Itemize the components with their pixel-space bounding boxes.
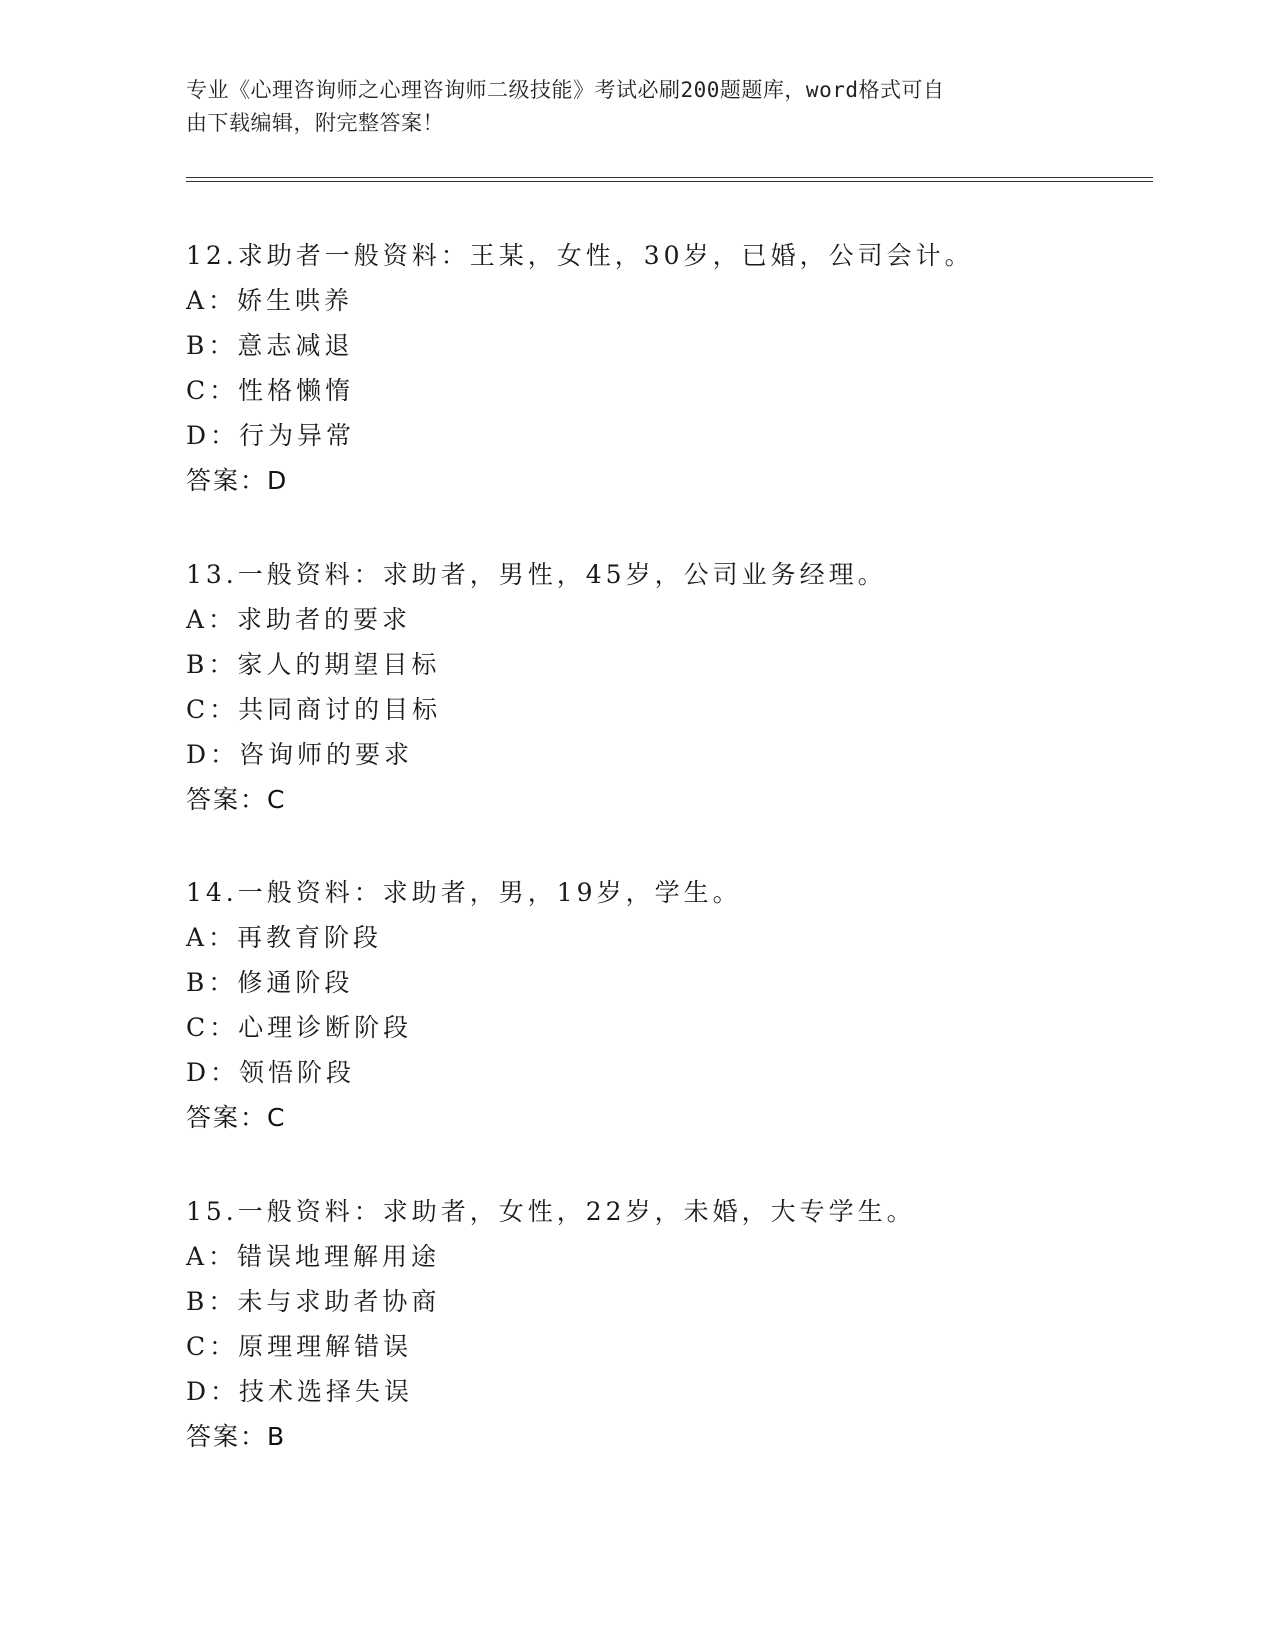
header-divider-top (186, 177, 1153, 178)
answer-label: 答案： (186, 466, 268, 495)
option-d: D：技术选择失误 (186, 1377, 414, 1406)
answer-line (186, 1095, 1146, 1140)
option-a: A：娇生哄养 (186, 286, 354, 315)
option-a: A：错误地理解用途 (186, 1242, 441, 1271)
header-divider-bottom (186, 181, 1153, 182)
answer-label: 答案： (186, 1422, 268, 1451)
option-c: C：性格懒惰 (186, 376, 355, 405)
question-12 (186, 233, 1146, 503)
answer-line (186, 777, 1146, 822)
option-c: C：心理诊断阶段 (186, 1013, 413, 1042)
question-stem: 15.一般资料：求助者，女性，22岁，未婚，大专学生。 (186, 1197, 916, 1226)
option-b: B：未与求助者协商 (186, 1287, 441, 1316)
answer-line (186, 458, 1146, 503)
question-stem: 14.一般资料：求助者，男，19岁，学生。 (186, 878, 742, 907)
option-b: B：修通阶段 (186, 968, 354, 997)
answer-line (186, 1414, 1146, 1459)
answer-value: D (267, 466, 289, 495)
option-d: D：领悟阶段 (186, 1058, 356, 1087)
option-b: B：意志减退 (186, 331, 354, 360)
header-line-1: 专业《心理咨询师之心理咨询师二级技能》考试必刷200题题库，word格式可自 (186, 78, 945, 102)
answer-value: B (267, 1422, 287, 1451)
question-15 (186, 1189, 1146, 1459)
option-c: C：共同商讨的目标 (186, 695, 442, 724)
answer-label: 答案： (186, 785, 268, 814)
question-14 (186, 870, 1146, 1140)
answer-label: 答案： (186, 1103, 268, 1132)
question-13 (186, 552, 1146, 822)
question-stem: 13.一般资料：求助者，男性，45岁，公司业务经理。 (186, 560, 887, 589)
option-a: A：求助者的要求 (186, 605, 412, 634)
answer-value: C (267, 785, 287, 814)
document-header (186, 74, 1066, 140)
header-line-2: 由下载编辑，附完整答案！ (186, 111, 444, 135)
question-stem: 12.求助者一般资料：王某，女性，30岁，已婚，公司会计。 (186, 241, 974, 270)
answer-value: C (267, 1103, 287, 1132)
option-b: B：家人的期望目标 (186, 650, 441, 679)
option-d: D：咨询师的要求 (186, 740, 414, 769)
option-c: C：原理理解错误 (186, 1332, 413, 1361)
option-a: A：再教育阶段 (186, 923, 383, 952)
option-d: D：行为异常 (186, 421, 356, 450)
